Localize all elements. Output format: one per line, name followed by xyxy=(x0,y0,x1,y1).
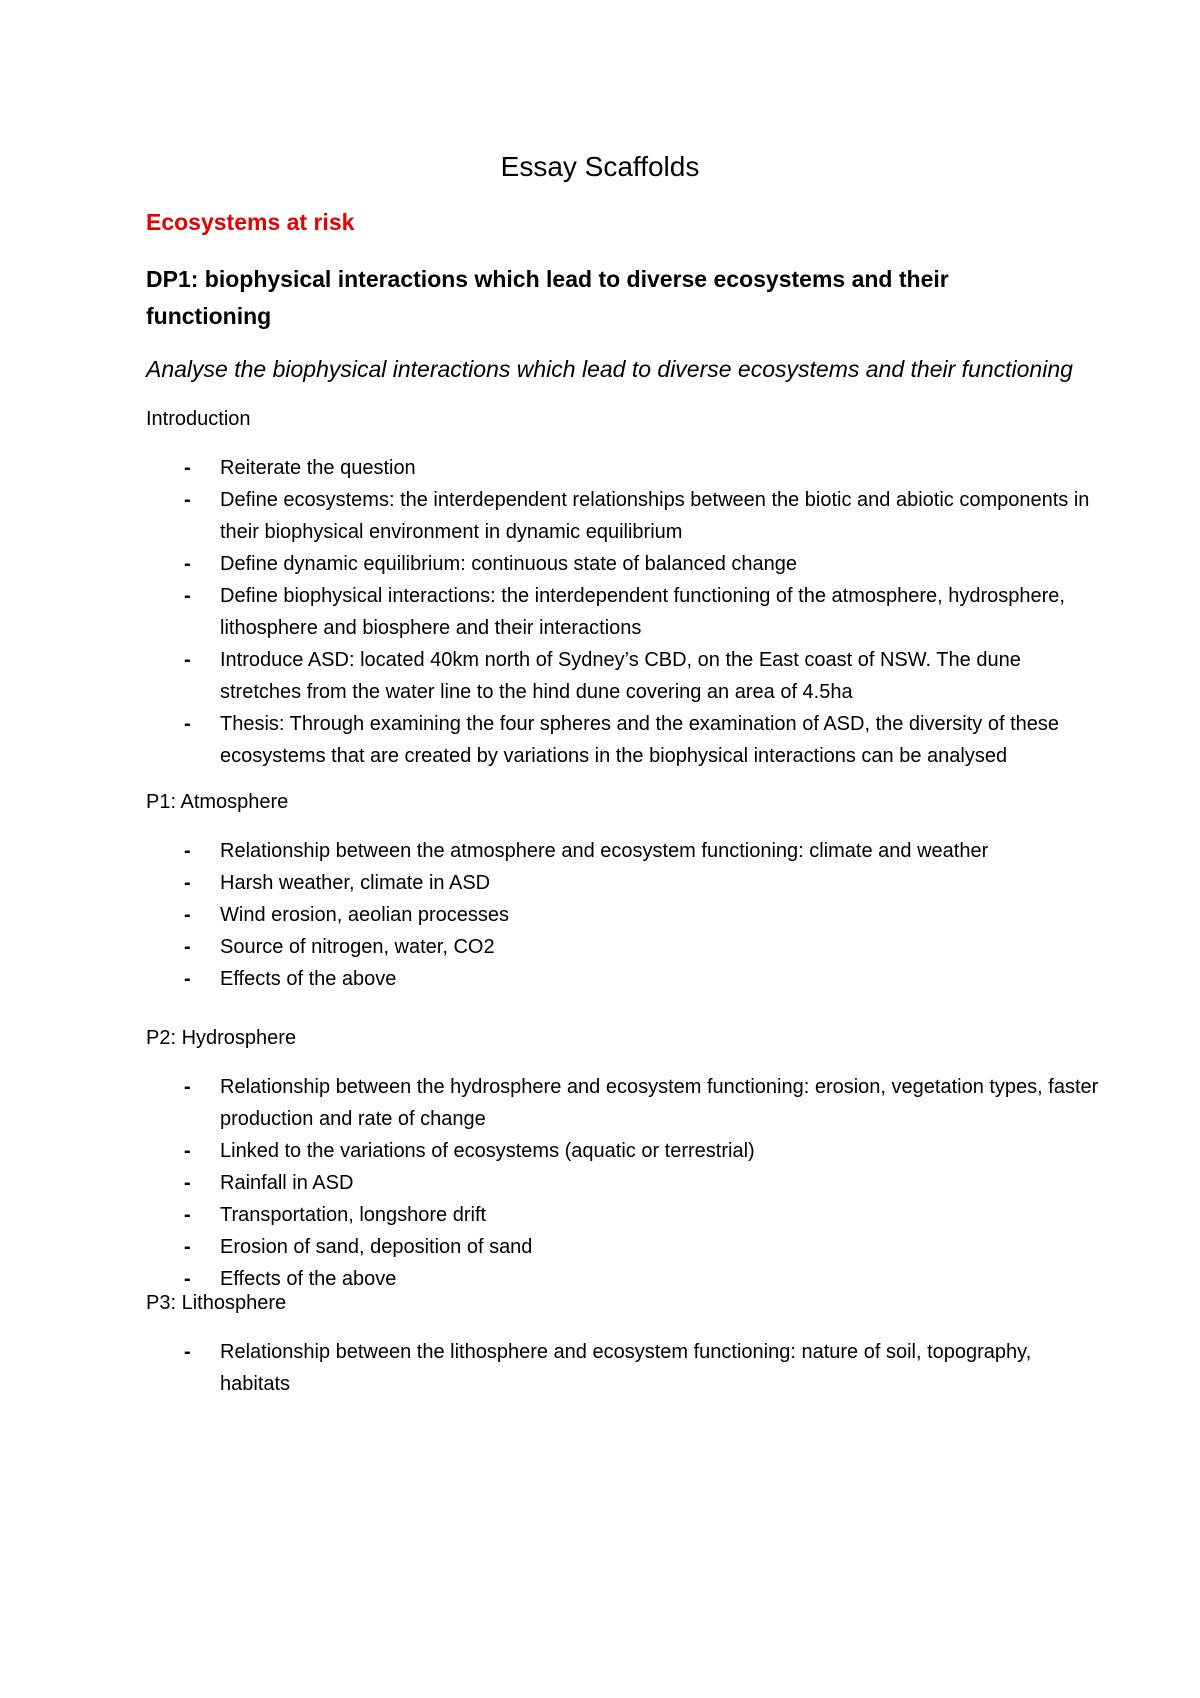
dash-bullet: - xyxy=(184,713,191,735)
p3-block xyxy=(146,1288,1086,1400)
dash-bullet: - xyxy=(184,1172,191,1194)
dash-bullet: - xyxy=(184,1140,191,1162)
dash-bullet: - xyxy=(184,1341,191,1363)
list-item xyxy=(146,484,1100,548)
list-item xyxy=(146,899,1100,931)
dash-bullet: - xyxy=(184,1268,191,1290)
list-item-text: Transportation, longshore drift xyxy=(220,1204,487,1226)
section-title: Ecosystems at risk xyxy=(146,209,355,235)
list-item xyxy=(146,931,1100,963)
list-item xyxy=(146,1336,1100,1400)
list-item xyxy=(146,867,1100,899)
document-title: Essay Scaffolds xyxy=(500,151,700,182)
dash-bullet: - xyxy=(184,649,191,671)
list-item-text: Define biophysical interactions: the interdependent functioning of the atmosphere, hydrosphere, lithosphere and biosphere and their interactions xyxy=(220,585,1065,639)
dash-bullet: - xyxy=(184,1076,191,1098)
list-item xyxy=(146,1167,1100,1199)
list-item xyxy=(146,708,1100,772)
p1-heading: P1: Atmosphere xyxy=(146,791,289,813)
list-item xyxy=(146,1199,1100,1231)
list-item-text: Define ecosystems: the interdependent relationships between the biotic and abiotic components in their biophysical environment in dynamic equilibrium xyxy=(220,489,1090,543)
dash-bullet: - xyxy=(184,904,191,926)
dash-bullet: - xyxy=(184,585,191,607)
list-item-text: Introduce ASD: located 40km north of Sydney’s CBD, on the East coast of NSW. The dune stretches from the water line to the hind dune covering an area of 4.5ha xyxy=(220,649,1021,703)
list-item xyxy=(146,548,1100,580)
list-item-text: Reiterate the question xyxy=(220,457,416,479)
list-item-text: Effects of the above xyxy=(220,968,397,990)
introduction-list xyxy=(146,452,1090,772)
list-item xyxy=(146,644,1100,708)
dash-bullet: - xyxy=(184,1236,191,1258)
dash-bullet: - xyxy=(184,872,191,894)
list-item xyxy=(146,835,1100,867)
introduction-heading: Introduction xyxy=(146,408,251,430)
list-item-text: Rainfall in ASD xyxy=(220,1172,354,1194)
list-item-text: Relationship between the hydrosphere and ecosystem functioning: erosion, vegetation types, faster production and rate of change xyxy=(220,1076,1099,1130)
list-item-text: Effects of the above xyxy=(220,1268,397,1290)
list-item-text: Harsh weather, climate in ASD xyxy=(220,872,491,894)
dash-bullet: - xyxy=(184,1204,191,1226)
list-item xyxy=(146,1071,1100,1135)
list-item-text: Linked to the variations of ecosystems (aquatic or terrestrial) xyxy=(220,1140,755,1162)
list-item-text: Thesis: Through examining the four spheres and the examination of ASD, the diversity of these ecosystems that are created by variations in the biophysical interactions can be analysed xyxy=(220,713,1059,767)
p3-heading: P3: Lithosphere xyxy=(146,1292,287,1314)
dash-bullet: - xyxy=(184,968,191,990)
list-item xyxy=(146,580,1100,644)
introduction-block xyxy=(146,404,1090,772)
dash-bullet: - xyxy=(184,457,191,479)
list-item-text: Erosion of sand, deposition of sand xyxy=(220,1236,533,1258)
dash-bullet: - xyxy=(184,489,191,511)
list-item xyxy=(146,1231,1100,1263)
p2-list xyxy=(146,1071,1099,1295)
list-item-text: Wind erosion, aeolian processes xyxy=(220,904,510,926)
p3-list xyxy=(146,1336,1086,1400)
dash-bullet: - xyxy=(184,553,191,575)
list-item-text: Source of nitrogen, water, CO2 xyxy=(220,936,495,958)
dash-bullet: - xyxy=(184,936,191,958)
list-item xyxy=(146,452,1100,484)
list-item-text: Relationship between the lithosphere and ecosystem functioning: nature of soil, topography, habitats xyxy=(220,1341,1032,1395)
essay-question: Analyse the biophysical interactions which lead to diverse ecosystems and their functioning xyxy=(146,356,1073,382)
list-item-text: Define dynamic equilibrium: continuous state of balanced change xyxy=(220,553,798,575)
dot-point-heading: DP1: biophysical interactions which lead to diverse ecosystems and their functioning xyxy=(146,266,949,329)
list-item xyxy=(146,963,1100,995)
dash-bullet: - xyxy=(184,840,191,862)
p2-heading: P2: Hydrosphere xyxy=(146,1027,297,1049)
list-item xyxy=(146,1135,1100,1167)
p1-block xyxy=(146,787,1086,995)
list-item-text: Relationship between the atmosphere and ecosystem functioning: climate and weather xyxy=(220,840,989,862)
p1-list xyxy=(146,835,1086,995)
p2-block xyxy=(146,1023,1099,1295)
